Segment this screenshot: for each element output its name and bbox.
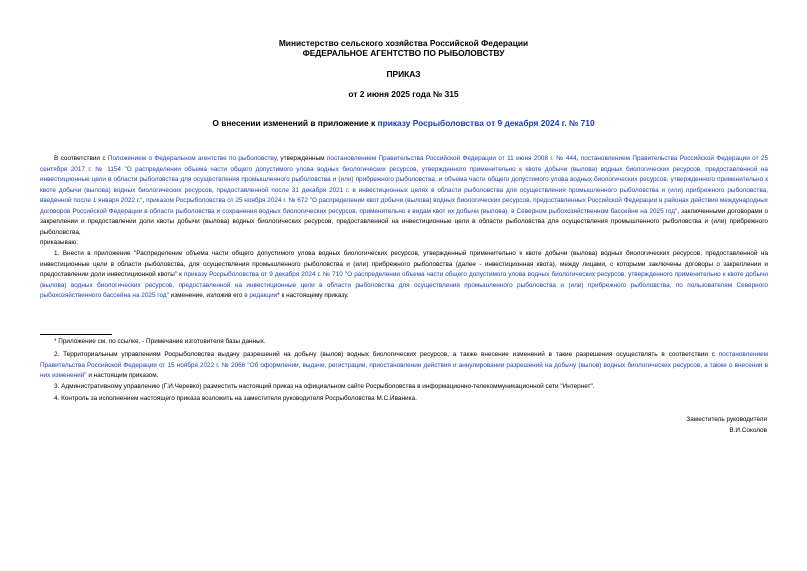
item-4: 4. Контроль за исполнением настоящего приказа возложить на заместителя руководителя Росрыболовства М.С.Иваника.	[54, 395, 417, 402]
agency-name: ФЕДЕРАЛЬНОЕ АГЕНТСТВО ПО РЫБОЛОВСТВУ	[302, 48, 505, 58]
preamble-text-4: ,	[142, 197, 147, 204]
document-title	[0, 118, 807, 128]
item-2	[40, 350, 768, 382]
resolution-1154-link[interactable]: постановлением Правительства Российской Федерации от 25 сентября 2017 г. № 1154 "О распределении объема части общего допустимого улова водных биологических ресурсов, утвержденного применительно к квоте добычи (вылова) водных биологических ресурсов, предоставленной на инвестиционные цели в области рыболовства для осуществления промышленного рыболовства и (или) прибрежного рыболовства, и объема части общего допустимого улова водных биологических ресурсов, утвержденного применительно к квоте добычи (вылова) водных биологических ресурсов, предоставленной после 31 декабря 2021 г. в инвестиционных целях в области рыболовства для осуществления промышленного рыболовства и (или) прибрежного рыболовства, введенной после 1 января 2022 г."	[40, 155, 768, 204]
preamble-text-5: , заключенными договорами о закреплении и предоставлении доли квоты добычи (вылова) водных биологических ресурсов, предоставленной на инвестиционные цели в области рыболовства для осуществления промышленного рыболовства и (или) прибрежного рыболовства,	[40, 207, 769, 236]
document-type: ПРИКАЗ	[386, 69, 421, 79]
signature-position: Заместитель руководителя	[686, 416, 767, 423]
item-1	[40, 249, 768, 302]
preamble-text-2: , утвержденным	[276, 155, 327, 162]
title-order-link[interactable]: приказу Росрыболовства от 9 декабря 2024 г. № 710	[377, 118, 595, 128]
edition-link[interactable]: в редакции	[244, 292, 278, 299]
item-1-text-1: 1. Внести в приложение "Распределение объема части общего допустимого улова водных биологических ресурсов, утвержденный применительно к квоте добычи (вылова) водных биологических ресурсов, предоставленной на инвестиционные цели в области рыболовства, для осуществления промышленного рыболовства и (или) прибрежного рыболовства (далее - инвестиционная квота), между лицами, с которыми заключены договоры о закреплении и предоставлении доли инвестиционной квоты" к	[40, 250, 768, 278]
resolution-444-link[interactable]: постановлением Правительства Российской Федерации от 11 июня 2008 г. № 444	[326, 155, 577, 162]
command-word: приказываю:	[40, 239, 78, 246]
order-672-link[interactable]: приказом Росрыболовства от 25 ноября 2024 г. № 672 "О распределении квот добычи (вылова) водных биологических ресурсов, предоставленных Российской Федерации в районах действия международных договоров Российской Федерации в области рыболовства и сохранения водных биологических ресурсов, применительно к видам квот их добычи (вылова), в Северном рыбохозяйственном бассейне на 2025 год"	[40, 197, 768, 215]
resolution-2066-link[interactable]: постановлением Правительства Российской Федерации от 15 ноября 2022 г. № 2066 "Об оформлении, выдаче, регистрации, приостановлении действия и аннулировании разрешений на добычу (вылов) водных биологических ресурсов, а также о внесении в них изменений"	[40, 351, 768, 379]
preamble-text-1: В соответствии с	[54, 155, 108, 162]
ministry-name: Министерство сельского хозяйства Российской Федерации	[278, 38, 529, 48]
preamble-text-3: ,	[576, 155, 581, 162]
item-2-text-1: 2. Территориальным управлениям Росрыболовства выдачу разрешений на добычу (вылов) водных биологических ресурсов, а также внесение изменений в такие разрешения осуществлять в соответствии с	[54, 351, 719, 358]
order-710-link[interactable]: приказу Росрыболовства от 9 декабря 2024 г. № 710 "О распределении объема части общего допустимого улова водных биологических ресурсов, утвержденного применительно к квоте добычи (вылова) водных биологических ресурсов, предоставленной на инвестиционные цели в области рыболовства для осуществления промышленного рыболовства и (или) прибрежного рыболовства, по пользователям Северного рыбохозяйственного бассейна на 2025 год"	[40, 271, 768, 299]
signature-name: В.И.Соколов	[729, 427, 767, 434]
footnote-divider	[40, 334, 112, 335]
item-2-text-2: и настоящим приказом.	[86, 372, 159, 379]
item-3: 3. Административному управлению (Г.И.Черевко) разместить настоящий приказ на официальном сайте Росрыболовства в информационно-телекоммуникационной сети "Интернет".	[54, 383, 595, 390]
footnote: * Приложение см. по ссылке. - Примечание изготовителя базы данных.	[54, 338, 266, 345]
document-date: от 2 июня 2025 года № 315	[348, 89, 459, 99]
preamble-paragraph	[40, 154, 768, 238]
title-text: О внесении изменений в приложение к	[212, 118, 378, 128]
item-1-text-2: изменение, изложив его	[168, 292, 245, 299]
item-1-text-3: * к настоящему приказу.	[277, 292, 349, 299]
regulation-link[interactable]: Положением о Федеральном агентстве по рыболовству	[107, 155, 277, 162]
